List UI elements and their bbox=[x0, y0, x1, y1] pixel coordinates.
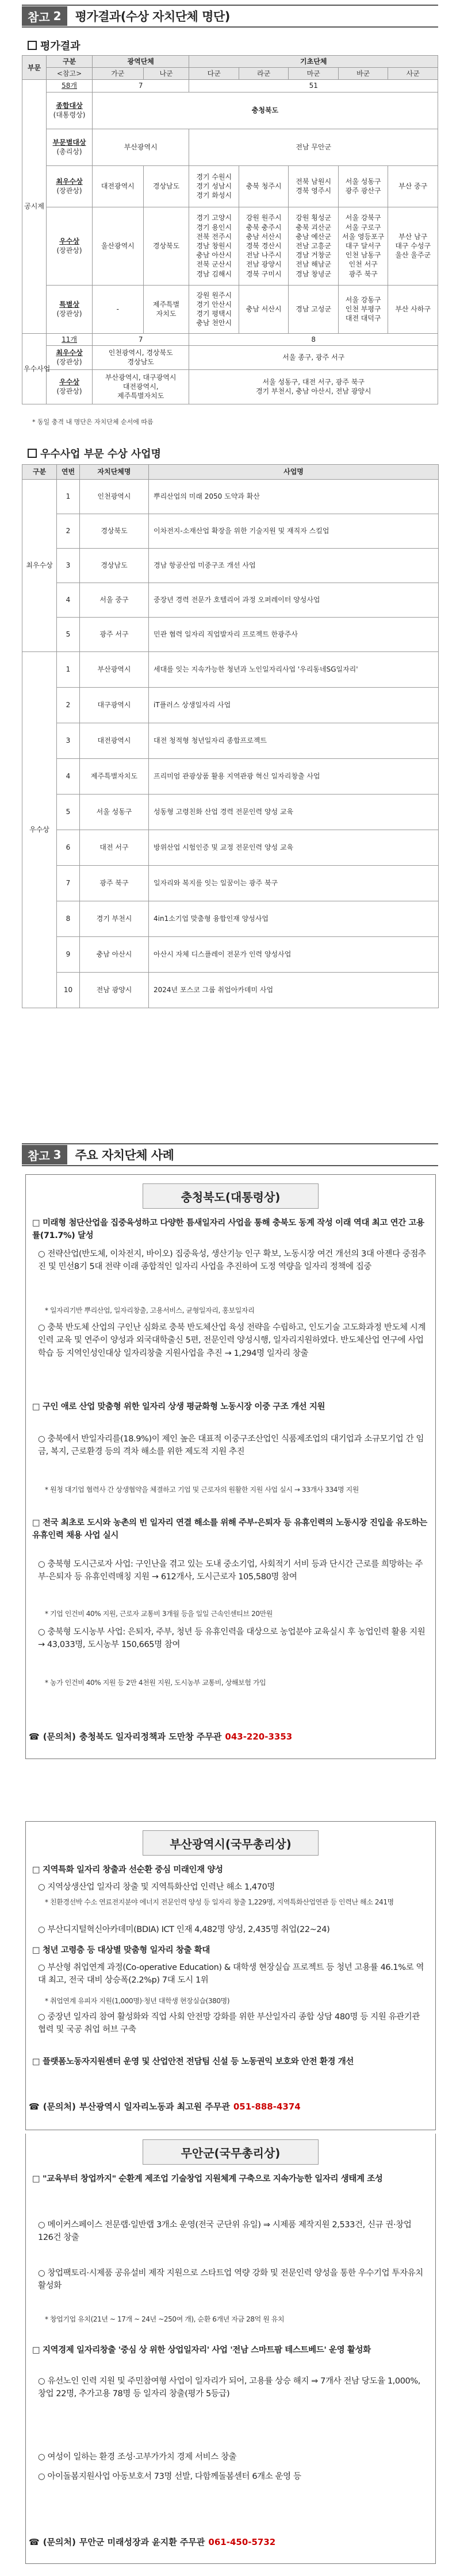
top-prize-label: 최우수상 bbox=[56, 177, 83, 186]
header-name: 자치단체명 bbox=[80, 465, 149, 480]
count-label: 58개 bbox=[47, 80, 93, 92]
para-10: * 기업 인건비 40% 지원, 근로자 교통비 3개월 등을 일일 근속인센티브 20만원 bbox=[45, 1610, 273, 1618]
ref-tag-label: 참고 bbox=[28, 10, 50, 24]
excellent-prize-ma: 강원 횡성군 충북 괴산군 충남 예산군 전남 고흥군 경남 거창군 전남 해남군 경남 창녕군 bbox=[289, 207, 338, 285]
para-1: □ 미래형 첨단산업을 집중육성하고 다양한 틈새일자리 사업을 통해 충북도 동계 작성 이래 역대 최고 연간 고용률(71.7%) 달성 bbox=[32, 1218, 424, 1241]
table-row-name: 광주 북구 bbox=[80, 866, 149, 901]
special-prize-ra: 충남 서산시 bbox=[239, 285, 288, 333]
table-row-project: iT플러스 상생일자리 사업 bbox=[149, 688, 439, 723]
para-m6: ○ 유선노인 인력 지원 및 주민참여형 사업이 일자리가 되어, 고용률 상승 해지 ⇒ 7개사 전남 당도율 1,000%, 창업 22명, 추가고용 78명 등 일자리 창출(평가 5등급) bbox=[38, 2377, 420, 2399]
special-prize-ba: 서울 강동구 인천 부평구 대전 대덕구 bbox=[338, 285, 388, 333]
table-row-name: 대구광역시 bbox=[80, 688, 149, 723]
section-header-2 bbox=[22, 5, 438, 28]
table-row-project: 이차전지-소재산업 확장을 위한 기술지원 및 재직자 스킬업 bbox=[149, 514, 439, 549]
subhead-results bbox=[28, 38, 80, 53]
contact-muan bbox=[29, 2536, 431, 2548]
para-b3: * 친환경선박 수소 연료전지분야 에너지 전문인력 양성 등 일자리 창출 1,229명, 지역특화산업연관 등 인력난 해소 241명 bbox=[45, 1898, 394, 1906]
dept-prize-label: 부문별대상 bbox=[52, 138, 86, 146]
ref-tag-label: 참고 bbox=[28, 1148, 50, 1163]
contact-label: (문의처) bbox=[43, 2101, 76, 2112]
section-header-3 bbox=[22, 1143, 438, 1166]
table-row-name: 전남 광양시 bbox=[80, 973, 149, 1008]
contact-text: 무안군 미래성장과 윤지환 주무관 bbox=[79, 2537, 205, 2547]
para-b9: □ 플랫폼노동자지원센터 운영 및 산업안전 전담팀 신설 등 노동권익 보호와 안전 환경 개선 bbox=[32, 2057, 354, 2066]
top-prize-na: 경상남도 bbox=[143, 165, 189, 207]
count-wide: 7 bbox=[92, 80, 189, 92]
subhead-results-label: 평가결과 bbox=[40, 40, 80, 52]
ex-top-basic: 서울 종구, 광주 서구 bbox=[189, 345, 438, 369]
excellent-prize-ra: 강원 원주시 충북 충주시 충남 서산시 경북 경산시 전남 나주시 전남 광양시 경북 구미시 bbox=[239, 207, 288, 285]
ex-count-wide: 7 bbox=[92, 333, 189, 345]
table-row-project: 중장년 경력 전문가 호텔리어 과정 오퍼레이터 양성사업 bbox=[149, 583, 439, 618]
top-prize-sa: 부산 중구 bbox=[388, 165, 438, 207]
special-prize-da: 강원 원주시 경기 안산시 경기 평택시 충남 천안시 bbox=[189, 285, 239, 333]
table-row-name: 경상남도 bbox=[80, 549, 149, 583]
subhead-projects bbox=[28, 446, 161, 461]
public-label: 공시제 bbox=[22, 80, 47, 333]
ex-top-sub: (장관상) bbox=[56, 358, 82, 367]
table-row-no: 5 bbox=[57, 618, 80, 652]
excellent-prize-na: 경상북도 bbox=[143, 207, 189, 285]
contact-busan bbox=[29, 2100, 431, 2112]
contact-text: 충청북도 일자리정책과 도만창 주무관 bbox=[79, 1732, 222, 1742]
contact-label: (문의처) bbox=[43, 2537, 76, 2547]
table-row-project: 민관 협력 일자리 직업발자리 프로젝트 한광주사 bbox=[149, 618, 439, 652]
table-row-name: 경상북도 bbox=[80, 514, 149, 549]
excellent-prize-sa: 부산 남구 대구 수성구 울산 울주군 bbox=[388, 207, 438, 285]
ex-count-basic: 8 bbox=[189, 333, 438, 345]
para-6: ○ 충북에서 반일자리를(18.9%)이 제인 높은 대표적 이중구조산업인 식품제조업의 대기업과 소규모기업 간 임금, 복지, 근로환경 등의 격차 해소를 위한 제도적 지원 추진 bbox=[38, 1434, 424, 1457]
footnote-order: * 동일 충격 내 명단은 자치단체 순서에 따름 bbox=[32, 418, 154, 426]
special-prize-sub: (장관상) bbox=[56, 310, 82, 318]
grand-prize-sub: (대통령상) bbox=[53, 111, 86, 119]
table-row-name: 서울 성동구 bbox=[80, 795, 149, 830]
dept-prize-basic: 전남 무안군 bbox=[189, 129, 438, 165]
contact-tel: 043-220-3353 bbox=[225, 1731, 293, 1742]
para-3: * 일자리기반 뿌리산업, 일자리창출, 고용서비스, 균형일자리, 홍보일자리 bbox=[45, 1306, 255, 1314]
para-b4: ○ 부산디지털혁신아카데미(BDIA) ICT 인재 4,482명 양성, 2,435명 취업(22~24) bbox=[38, 1925, 330, 1934]
square-bullet-icon bbox=[28, 449, 37, 458]
table-row-project: 일자리와 복지를 잇는 일꿈이는 광주 북구 bbox=[149, 866, 439, 901]
para-9: ○ 충북형 도시근로자 사업: 구인난을 겪고 있는 도내 중소기업, 사회적기 서비 등과 단시간 근로를 희망하는 주부·은퇴자 등 유휴인력매칭 지원 → 612개사, 도시근로자 105,580명 참여 bbox=[38, 1560, 423, 1582]
contact-chungbuk bbox=[29, 1730, 431, 1742]
para-4: ○ 충북 반도체 산업의 구인난 심화로 충북 반도체산업 육성 전략을 수립하고, 인도기술 고도화과정 반도체 시계 인력 교육 및 연주이 양성과 외국대학출신 5편, 전문인력 양성시행, 일자리지원하였다. 반도체산업 연구에 사업학습 등 지역인성인대상 일자리창출 지원사업을 추진 → 1,294명 일자리 창출 bbox=[38, 1323, 426, 1358]
top-prize-ba: 서울 성동구 광주 광산구 bbox=[338, 165, 388, 207]
ref-tag-number: 2 bbox=[53, 9, 62, 23]
para-b5: □ 청년 고령층 등 대상별 맞춤형 일자리 창출 확대 bbox=[32, 1946, 210, 1955]
para-b7: * 취업연계 유피자 지원(1,000명)·청년 대학생 현장실습(380명) bbox=[45, 1997, 230, 2005]
para-m2: ○ 메이커스페이스 전문랩·일반랩 3개소 운영(전국 군단위 유일) ⇒ 시제품 제작지원 2,533건, 신규 권·창업 126건 창출 bbox=[38, 2220, 412, 2243]
col-da: 다군 bbox=[189, 68, 239, 80]
para-m5: □ 지역경제 일자리창출 '중심 상 위한 상업일자리' 사업 '전남 스마트팜 테스트베드' 운영 활성화 bbox=[32, 2346, 371, 2355]
top-prize-sub: (장관상) bbox=[56, 187, 82, 195]
header-gubun: 구분 bbox=[22, 465, 57, 480]
special-prize-ga: - bbox=[92, 285, 143, 333]
para-m4: * 창업기업 유치(21년 ~ 17개 ~ 24년 ~250여 개), 순환 6개년 자금 28억 원 유치 bbox=[45, 2315, 285, 2323]
special-prize-cell bbox=[47, 285, 93, 333]
table-row-no: 10 bbox=[57, 973, 80, 1008]
dept-prize-cell bbox=[47, 129, 93, 165]
table-row-no: 1 bbox=[57, 480, 80, 514]
table-row-project: 뿌리산업의 미래 2050 도약과 확산 bbox=[149, 480, 439, 514]
ref-tag-number: 3 bbox=[53, 1148, 62, 1162]
para-m7: ○ 여성이 일하는 환경 조성·고부가가치 경제 서비스 창출 bbox=[38, 2452, 237, 2462]
col-ma: 마군 bbox=[289, 68, 338, 80]
table-row-no: 5 bbox=[57, 795, 80, 830]
table-row-project: 4in1소기업 맞춤형 융합인재 양성사업 bbox=[149, 901, 439, 937]
table-row-project: 2024년 포스코 그룹 취업아카데미 사업 bbox=[149, 973, 439, 1008]
excellent-prize-ba: 서울 강북구 서울 구로구 서울 영등포구 대구 달서구 인천 남동구 인천 서구 광주 북구 bbox=[338, 207, 388, 285]
table-row-name: 대전 서구 bbox=[80, 830, 149, 866]
square-bullet-icon bbox=[28, 41, 37, 50]
ref-tag bbox=[22, 6, 67, 26]
para-7: * 원청 대기업 협력사 간 상생협약을 체결하고 기업 및 근로자의 원활한 지원 사업 실시 → 33개사 334명 지원 bbox=[45, 1486, 359, 1494]
header-wide: 광역단체 bbox=[92, 56, 189, 68]
ref-tag bbox=[22, 1145, 67, 1164]
table-row-name: 경기 부천시 bbox=[80, 901, 149, 937]
table-row-no: 8 bbox=[57, 901, 80, 937]
excellent-prize-sub: (장관상) bbox=[56, 246, 82, 255]
table-row-no: 2 bbox=[57, 514, 80, 549]
table-row-no: 9 bbox=[57, 937, 80, 973]
table-row-no: 7 bbox=[57, 866, 80, 901]
grand-prize-value: 충청북도 bbox=[92, 92, 438, 129]
subhead-projects-label: 우수사업 부문 수상 사업명 bbox=[40, 448, 162, 460]
contact-icon: ☎ bbox=[29, 1731, 40, 1742]
table-row-name: 서울 중구 bbox=[80, 583, 149, 618]
col-ra: 라군 bbox=[239, 68, 288, 80]
para-m3: ○ 창업팩토리·시제품 공유설비 제작 지원으로 스타트업 역량 강화 및 전문인력 양성을 통한 우수기업 투자유치 활성화 bbox=[38, 2269, 423, 2291]
contact-tel: 061-450-5732 bbox=[208, 2536, 276, 2547]
para-b2: ○ 지역상생산업 일자리 창출 및 지역특화산업 인력난 해소 1,470명 bbox=[38, 1883, 275, 1892]
special-prize-sa: 부산 사하구 bbox=[388, 285, 438, 333]
excellent-project-label: 우수사업 bbox=[22, 333, 47, 404]
ex-good-wide: 부산광역시, 대구광역시 대전광역시, 제주특별자치도 bbox=[92, 369, 189, 404]
col-na: 나군 bbox=[143, 68, 189, 80]
table-row-project: 아산시 자체 디스플레이 전문가 인력 양성사업 bbox=[149, 937, 439, 973]
table-row-project: 경남 항공산업 미중구조 개선 사업 bbox=[149, 549, 439, 583]
contact-text: 부산광역시 일자리노동과 최고원 주무관 bbox=[79, 2101, 230, 2112]
para-2: ○ 전략산업(반도체, 이차전지, 바이오) 집중육성, 생산기능 인구 확보, 노동시장 여건 개선의 3대 아젠다 중점추진 및 민선8기 5대 전략 이래 종합적인 일자리 사업을 추진하여 도정 역량을 일자리 정책에 집중 bbox=[38, 1250, 426, 1272]
col-sa: 사군 bbox=[388, 68, 438, 80]
top-prize-ga: 대전광역시 bbox=[92, 165, 143, 207]
table-row-no: 3 bbox=[57, 723, 80, 759]
para-m8: ○ 아이돌봄지원사업 아동보호서 73명 선발, 다함께돌봄센터 6개소 운영 등 bbox=[38, 2472, 301, 2481]
top-prize-da: 경기 수원시 경기 성남시 경기 화성시 bbox=[189, 165, 239, 207]
col-ba: 바군 bbox=[338, 68, 388, 80]
ex-top-label: 최우수상 bbox=[56, 349, 83, 357]
group-good-label: 우수상 bbox=[22, 652, 57, 1008]
table-row-no: 4 bbox=[57, 583, 80, 618]
table-row-name: 충남 아산시 bbox=[80, 937, 149, 973]
contact-icon: ☎ bbox=[29, 2536, 40, 2547]
table-row-no: 1 bbox=[57, 652, 80, 688]
excellent-prize-da: 경기 고양시 경기 용인시 전북 전주시 경남 창원시 충남 아산시 전북 군산시 경남 김해시 bbox=[189, 207, 239, 285]
para-b8: ○ 중장년 일자리 참여 활성화와 직업 사회 안전망 강화를 위한 부산일자리 종합 상담 480명 등 지원 유관기관 협력 및 국공 취업 허브 구축 bbox=[38, 2012, 420, 2035]
para-m1: □ "교육부터 창업까지" 순환계 제조업 기술창업 지원체계 구축으로 지속가능한 일자리 생태계 조성 bbox=[32, 2174, 383, 2184]
dept-prize-sub: (총리상) bbox=[56, 148, 82, 156]
case-title-busan: 부산광역시(국무총리상) bbox=[143, 1830, 319, 1856]
special-prize-na: 제주특별 자치도 bbox=[143, 285, 189, 333]
header-category: 부문 bbox=[22, 56, 47, 80]
projects-table bbox=[22, 464, 439, 1008]
header-project: 사업명 bbox=[149, 465, 439, 480]
ex-count-label: 11개 bbox=[47, 333, 93, 345]
contact-tel: 051-888-4374 bbox=[233, 2101, 301, 2112]
table-row-project: 성동형 고령친화 산업 경력 전문인력 양성 교육 bbox=[149, 795, 439, 830]
header-no: 연번 bbox=[57, 465, 80, 480]
para-11: ○ 충북형 도시농부 사업: 은퇴자, 주부, 청년 등 유휴인력을 대상으로 농업분야 교육실시 후 농업인력 활용 지원 → 43,033명, 도시농부 150,665명 참여 bbox=[38, 1628, 425, 1650]
case-title-chungbuk: 충청북도(대통령상) bbox=[143, 1183, 319, 1209]
ex-good-cell bbox=[47, 369, 93, 404]
table-row-name: 부산광역시 bbox=[80, 652, 149, 688]
ex-top-cell bbox=[47, 345, 93, 369]
table-row-no: 2 bbox=[57, 688, 80, 723]
grand-prize-cell bbox=[47, 92, 93, 129]
table-row-project: 세대를 잇는 지속가능한 청년과 노인일자리사업 '우리동네SG일자리' bbox=[149, 652, 439, 688]
dept-prize-wide: 부산광역시 bbox=[92, 129, 189, 165]
top-prize-ra: 충북 청주시 bbox=[239, 165, 288, 207]
contact-label: (문의처) bbox=[43, 1732, 76, 1742]
top-prize-ma: 전북 남원시 경북 영주시 bbox=[289, 165, 338, 207]
ex-good-sub: (장관상) bbox=[56, 387, 82, 396]
table-row-no: 3 bbox=[57, 549, 80, 583]
para-5: □ 구인 애로 산업 맞춤형 위한 일자리 상생 평균화형 노동시장 이중 구조 개선 지원 bbox=[32, 1402, 325, 1412]
top-prize-cell bbox=[47, 165, 93, 207]
section-title: 주요 자치단체 사례 bbox=[75, 1148, 174, 1162]
table-row-name: 광주 서구 bbox=[80, 618, 149, 652]
table-row-name: 인천광역시 bbox=[80, 480, 149, 514]
table-row-project: 프리미엄 관광상품 활용 지역관광 혁신 일자리창출 사업 bbox=[149, 759, 439, 795]
ex-good-label: 우수상 bbox=[59, 378, 79, 387]
header-basic: 기초단체 bbox=[189, 56, 438, 68]
ex-good-basic: 서울 성동구, 대전 서구, 광주 북구 경기 부천시, 충남 아산시, 전남 광양시 bbox=[189, 369, 438, 404]
para-12: * 농가 인건비 40% 지원 등 2만 4천원 지원, 도시농부 교통비, 상해보험 가입 bbox=[45, 1679, 266, 1687]
group-top-label: 최우수상 bbox=[22, 480, 57, 652]
table-row-name: 제주특별자치도 bbox=[80, 759, 149, 795]
count-basic: 51 bbox=[189, 80, 438, 92]
table-row-project: 방위산업 시험인증 및 교정 전문인력 양성 교육 bbox=[149, 830, 439, 866]
contact-icon: ☎ bbox=[29, 2101, 40, 2112]
section-title: 평가결과(수상 자치단체 명단) bbox=[75, 10, 230, 24]
excellent-prize-ga: 울산광역시 bbox=[92, 207, 143, 285]
table-row-no: 6 bbox=[57, 830, 80, 866]
case-title-muan: 무안군(국무총리상) bbox=[143, 2139, 319, 2165]
para-b1: □ 지역특화 일자리 창출과 선순환 중심 미래인재 양성 bbox=[32, 1865, 223, 1875]
table-row-name: 대전광역시 bbox=[80, 723, 149, 759]
excellent-prize-cell bbox=[47, 207, 93, 285]
special-prize-label: 특별상 bbox=[59, 300, 79, 308]
awards-table bbox=[22, 55, 438, 404]
header-gubun: 구분 bbox=[47, 56, 93, 68]
col-ga: 가군 bbox=[92, 68, 143, 80]
special-prize-ma: 경남 고성군 bbox=[289, 285, 338, 333]
para-b6: ○ 부산형 취업연계 과정(Co-operative Education) & 대학생 현장실습 프로젝트 등 청년 고용률 46.1%로 역대 최고, 전국 대비 상승폭(2.2%p) 7대 도시 1위 bbox=[38, 1963, 424, 1985]
table-row-project: 대전 청적형 청년일자리 종합프로젝트 bbox=[149, 723, 439, 759]
grand-prize-label: 종합대상 bbox=[56, 101, 83, 110]
table-row-no: 4 bbox=[57, 759, 80, 795]
excellent-prize-label: 우수상 bbox=[59, 237, 79, 245]
header-gubun-sub: <참고> bbox=[47, 68, 93, 80]
ex-top-wide: 인천광역시, 경상북도 경상남도 bbox=[92, 345, 189, 369]
para-8: □ 전국 최초로 도시와 농촌의 빈 일자리 연결 해소를 위해 주부·은퇴자 등 유휴인력의 노동시장 진입을 유도하는 유휴인력 채용 사업 실시 bbox=[32, 1518, 427, 1541]
